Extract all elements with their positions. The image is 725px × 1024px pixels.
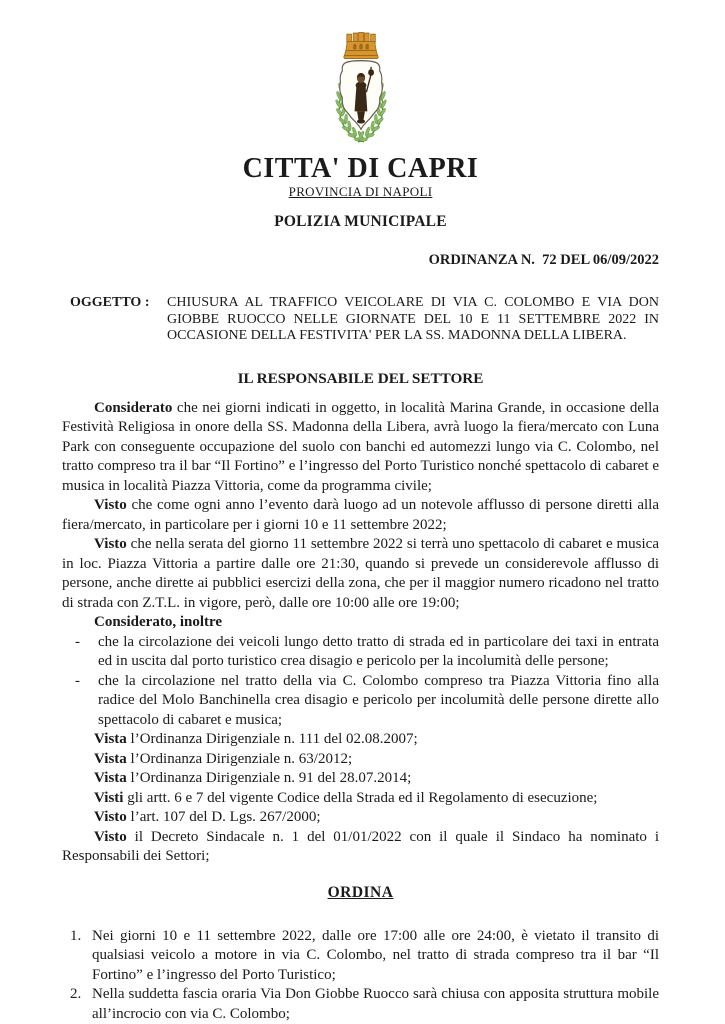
- premise-line: [62, 828, 659, 867]
- order-item-number: 2.: [70, 986, 82, 1002]
- paragraph-lead: Visto: [94, 497, 127, 513]
- paragraph-rest: che nella serata del giorno 11 settembre 2022 si terrà uno spettacolo di cabaret e musica in loc. Piazza Vittoria a partire dalle ore 21:30, quando si prevede un considerevole afflusso di persone, anche dirette ai pubblici esercizi della zona, che per il maggior numero ricadono nel tratto di strada con Z.T.L. in vigore, però, dalle ore 10:00 alle ore 19:00;: [62, 536, 659, 611]
- crest-container: [62, 0, 659, 149]
- dash-bullet: -: [75, 672, 80, 689]
- premise-rest: l’Ordinanza Dirigenziale n. 111 del 02.08.2007;: [126, 731, 418, 747]
- premise-rest: l’Ordinanza Dirigenziale n. 63/2012;: [126, 750, 353, 767]
- premise-line: [62, 789, 659, 809]
- premise-lead: Visto: [94, 828, 127, 845]
- paragraph-considerato-inoltre: [62, 613, 659, 633]
- premise-line: [62, 769, 659, 789]
- subject-text: CHIUSURA AL TRAFFICO VEICOLARE DI VIA C. COLOMBO E VIA DON GIOBBE RUOCCO NELLE GIORNATE DEL 10 E 11 SETTEMBRE 2022 IN OCCASIONE DELLA FESTIVITA' PER LA SS. MADONNA DELLA LIBERA.: [167, 295, 659, 343]
- paragraph-rest: che come ogni anno l’evento darà luogo ad un notevole afflusso di persone diretti alla fiera/mercato, in particolare per i giorni 10 e 11 settembre 2022;: [62, 497, 659, 533]
- page-title: CITTA' DI CAPRI: [242, 153, 479, 184]
- premise-line: [62, 750, 659, 770]
- paragraph-rest: che nei giorni indicati in oggetto, in località Marina Grande, in occasione della Festività Religiosa in onore della SS. Madonna della Libera, avrà luogo la fiera/mercato con Luna Park con conseguente occupazione del suolo con banchi ed automezzi lungo via C. Colombo, nel tratto compreso tra il bar “Il Fortino” e l’ingresso del Porto Turistico nonché spettacolo di cabaret e musica in località Piazza Vittoria, come da programma civile;: [62, 399, 659, 494]
- dash-bullet: -: [75, 633, 80, 650]
- crown: [343, 33, 377, 59]
- paragraph-visto-1: [62, 496, 659, 535]
- paragraph-lead: Visto: [94, 536, 127, 552]
- order-item-text: Nei giorni 10 e 11 settembre 2022, dalle ore 17:00 alle ore 24:00, è vietato il transito di qualsiasi veicolo a motore in via C. Colombo, nel tratto di strada compreso tra il bar “Il Fortino” e l’ingresso del Porto Turistico;: [92, 927, 659, 983]
- city-crest-icon: [312, 28, 410, 144]
- subject-row: [62, 295, 659, 345]
- dash-text: che la circolazione nel tratto della via C. Colombo compreso tra Piazza Vittoria fino alla radice del Molo Banchinella crea disagio e pericolo per incolumità delle persone dirette allo spettacolo di cabaret e musica;: [98, 672, 659, 728]
- premise-line: [62, 808, 659, 828]
- ordina-heading: [62, 883, 659, 903]
- ordina-heading-text: ORDINA: [327, 883, 394, 901]
- premise-rest: il Decreto Sindacale n. 1 del 01/01/2022 con il quale il Sindaco ha nominato i Responsabili dei Settori;: [62, 828, 659, 864]
- paragraph-considerato: [62, 399, 659, 497]
- order-item: [62, 985, 659, 1024]
- dash-list-item: [62, 672, 659, 731]
- order-item-number: 1.: [70, 927, 82, 944]
- paragraph-lead: Considerato, inoltre: [94, 614, 223, 630]
- dash-list-item: [62, 633, 659, 672]
- premise-lead: Vista: [94, 731, 127, 747]
- ordinance-number: ORDINANZA N. 72 DEL 06/09/2022: [428, 252, 659, 268]
- dash-text: che la circolazione dei veicoli lungo detto tratto di strada ed in particolare dei taxi in entrata ed in uscita dal porto turistico crea disagio e pericolo per la incolumità delle persone;: [98, 633, 659, 669]
- body-text: [62, 399, 659, 867]
- order-list: [62, 927, 659, 1024]
- paragraph-visto-2: [62, 535, 659, 613]
- order-item: [62, 927, 659, 986]
- province-subtitle: PROVINCIA DI NAPOLI: [288, 184, 433, 199]
- premise-lead: Vista: [94, 750, 127, 767]
- premise-rest: gli artt. 6 e 7 del vigente Codice della Strada ed il Regolamento di esecuzione;: [123, 789, 598, 806]
- role-heading: IL RESPONSABILE DEL SETTORE: [237, 369, 484, 387]
- subject-label: OGGETTO :: [70, 295, 150, 310]
- premise-rest: l’Ordinanza Dirigenziale n. 91 del 28.07.2014;: [126, 770, 412, 786]
- premise-rest: l’art. 107 del D. Lgs. 267/2000;: [126, 809, 321, 825]
- premise-lead: Visto: [94, 809, 127, 825]
- paragraph-lead: Considerato: [94, 399, 173, 416]
- premise-lead: Vista: [94, 770, 127, 786]
- premise-lead: Visti: [94, 789, 124, 806]
- order-item-text: Nella suddetta fascia oraria Via Don Giobbe Ruocco sarà chiusa con apposita struttura mobile all’incrocio con via C. Colombo;: [92, 986, 659, 1022]
- department-name: POLIZIA MUNICIPALE: [274, 213, 447, 230]
- premise-line: [62, 730, 659, 750]
